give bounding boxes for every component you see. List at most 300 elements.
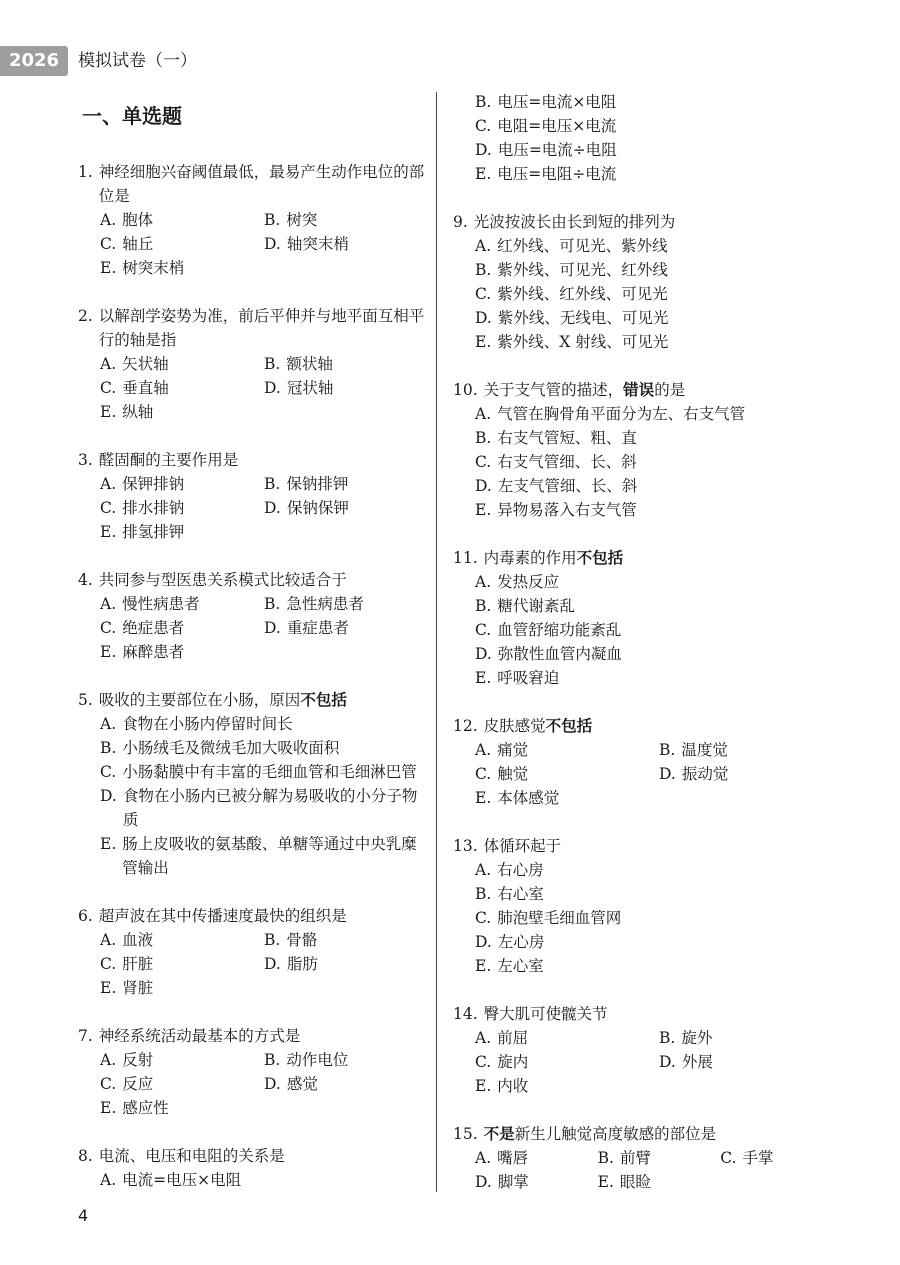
option-text: 保钠排钾: [286, 475, 349, 493]
option-item: [100, 376, 264, 400]
option-item: [100, 256, 428, 280]
option-item: [264, 928, 428, 952]
option-text: 绝症患者: [122, 619, 185, 637]
page-number: 4: [78, 1206, 89, 1225]
option-label: C.: [100, 499, 117, 517]
option-item: [475, 330, 843, 354]
option-label: A.: [100, 595, 117, 613]
option-item: [659, 738, 843, 762]
option-label: C.: [475, 765, 492, 783]
option-text: 电流=电压×电阻: [122, 1171, 242, 1189]
question-item: [453, 834, 843, 978]
options-list: [100, 352, 428, 424]
option-label: D.: [264, 235, 281, 253]
question-stem: [453, 834, 843, 858]
option-label: E.: [100, 643, 117, 661]
question-number: 1.: [78, 163, 93, 181]
option-item: [475, 786, 843, 810]
option-text: 右支气管细、长、斜: [497, 453, 637, 471]
question-item: [78, 160, 428, 280]
option-item: [475, 858, 843, 882]
option-item: [598, 1170, 721, 1194]
option-item: [264, 208, 428, 232]
option-item: [100, 976, 428, 1000]
option-label: D.: [475, 1173, 492, 1191]
option-text: 脚掌: [497, 1173, 529, 1191]
option-label: A.: [475, 405, 492, 423]
question-stem: [78, 688, 428, 712]
option-text: 食物在小肠内已被分解为易吸收的小分子物质: [122, 787, 418, 829]
option-text: 电压=电阻÷电流: [497, 165, 617, 183]
option-label: B.: [264, 475, 281, 493]
option-label: B.: [659, 1029, 676, 1047]
option-item: [475, 618, 843, 642]
option-item: [598, 1146, 721, 1170]
option-text: 右支气管短、粗、直: [497, 429, 637, 447]
options-list: [475, 234, 843, 354]
option-text: 纵轴: [122, 403, 154, 421]
option-label: E.: [475, 1077, 492, 1095]
option-text: 手掌: [742, 1149, 774, 1167]
option-text: 前臂: [619, 1149, 651, 1167]
question-item: [78, 688, 428, 880]
option-text: 麻醉患者: [122, 643, 185, 661]
option-label: A.: [475, 1149, 492, 1167]
options-list: [475, 570, 843, 690]
option-text: 温度觉: [681, 741, 728, 759]
emphasis-text: 不包括: [300, 691, 347, 709]
question-text: 内毒素的作用不包括: [483, 549, 624, 567]
option-item: [475, 498, 843, 522]
option-text: 痛觉: [497, 741, 529, 759]
option-item: [100, 616, 264, 640]
option-text: 呼吸窘迫: [497, 669, 560, 687]
option-text: 慢性病患者: [122, 595, 200, 613]
option-label: A.: [475, 861, 492, 879]
options-list: [475, 738, 843, 810]
option-text: 树突末梢: [122, 259, 185, 277]
option-text: 眼睑: [619, 1173, 651, 1191]
option-text: 紫外线、X 射线、可见光: [497, 333, 669, 351]
option-item: [100, 832, 428, 880]
question-stem: [453, 714, 843, 738]
option-item: [475, 1170, 598, 1194]
option-text: 内收: [497, 1077, 529, 1095]
option-label: B.: [475, 885, 492, 903]
option-item: [475, 426, 843, 450]
option-item: [264, 352, 428, 376]
option-text: 排氢排钾: [122, 523, 185, 541]
options-list: [475, 402, 843, 522]
option-item: [264, 472, 428, 496]
option-label: C.: [475, 453, 492, 471]
option-text: 肺泡壁毛细血管网: [497, 909, 622, 927]
options-list: [475, 858, 843, 978]
options-list: [100, 208, 428, 280]
option-text: 感觉: [286, 1075, 318, 1093]
option-item: [475, 642, 843, 666]
option-item: [475, 234, 843, 258]
option-text: 矢状轴: [122, 355, 169, 373]
options-list: [100, 1048, 428, 1120]
option-item: [475, 1146, 598, 1170]
question-item: [453, 90, 843, 186]
emphasis-text: 错误: [623, 381, 655, 399]
question-stem: [78, 904, 428, 928]
option-label: D.: [264, 379, 281, 397]
option-text: 食物在小肠内停留时间长: [122, 715, 293, 733]
question-number: 14.: [453, 1005, 478, 1023]
question-text: 神经系统活动最基本的方式是: [98, 1027, 301, 1045]
option-text: 轴丘: [122, 235, 154, 253]
option-label: A.: [475, 741, 492, 759]
option-label: C.: [100, 763, 117, 781]
question-text: 关于支气管的描述，错误的是: [483, 381, 686, 399]
option-item: [100, 640, 428, 664]
question-stem: [78, 1144, 428, 1168]
question-stem: [78, 160, 428, 208]
emphasis-text: 不包括: [545, 717, 593, 735]
option-label: E.: [475, 669, 492, 687]
option-text: 肾脏: [122, 979, 154, 997]
question-item: [453, 546, 843, 690]
question-item: [453, 714, 843, 810]
option-item: [475, 738, 659, 762]
option-text: 动作电位: [286, 1051, 349, 1069]
option-label: C.: [100, 955, 117, 973]
option-item: [100, 1072, 264, 1096]
option-label: B.: [264, 595, 281, 613]
option-label: E.: [100, 835, 117, 853]
option-label: E.: [475, 789, 492, 807]
option-item: [264, 616, 428, 640]
option-text: 肠上皮吸收的氨基酸、单糖等通过中央乳糜管输出: [122, 835, 417, 877]
option-text: 小肠黏膜中有丰富的毛细血管和毛细淋巴管: [122, 763, 417, 781]
option-text: 电压=电流×电阻: [497, 93, 617, 111]
option-text: 左心房: [497, 933, 545, 951]
emphasis-text: 不是: [483, 1125, 515, 1143]
question-item: [453, 1122, 843, 1194]
question-stem: [453, 378, 843, 402]
question-text: 共同参与型医患关系模式比较适合于: [98, 571, 347, 589]
option-label: C.: [100, 379, 117, 397]
option-label: B.: [475, 261, 492, 279]
option-label: C.: [100, 1075, 117, 1093]
question-item: [78, 1144, 428, 1192]
option-text: 胞体: [122, 211, 154, 229]
option-item: [100, 760, 428, 784]
question-number: 9.: [453, 213, 468, 231]
question-text: 吸收的主要部位在小肠，原因不包括: [98, 691, 347, 709]
option-item: [100, 520, 428, 544]
option-item: [659, 762, 843, 786]
option-text: 本体感觉: [497, 789, 560, 807]
option-text: 保钾排钠: [122, 475, 185, 493]
option-label: E.: [475, 333, 492, 351]
page-header: [0, 46, 900, 76]
question-number: 7.: [78, 1027, 93, 1045]
option-item: [475, 138, 843, 162]
option-label: C.: [475, 1053, 492, 1071]
option-label: D.: [475, 477, 492, 495]
option-text: 发热反应: [497, 573, 560, 591]
question-number: 11.: [453, 549, 478, 567]
question-stem: [453, 210, 843, 234]
question-stem: [78, 448, 428, 472]
option-text: 树突: [286, 211, 318, 229]
option-label: B.: [100, 739, 117, 757]
question-number: 3.: [78, 451, 93, 469]
options-list: [475, 1146, 843, 1194]
question-item: [453, 210, 843, 354]
option-label: A.: [100, 475, 117, 493]
question-text: 电流、电压和电阻的关系是: [98, 1147, 285, 1165]
option-item: [100, 952, 264, 976]
option-item: [475, 114, 843, 138]
option-label: D.: [659, 765, 676, 783]
question-stem: [78, 304, 428, 352]
option-item: [475, 594, 843, 618]
option-label: D.: [475, 309, 492, 327]
option-label: B.: [264, 211, 281, 229]
option-item: [659, 1026, 843, 1050]
question-stem: [78, 568, 428, 592]
option-text: 触觉: [497, 765, 529, 783]
option-item: [475, 162, 843, 186]
option-label: E.: [475, 501, 492, 519]
question-item: [78, 904, 428, 1000]
question-item: [78, 568, 428, 664]
question-number: 13.: [453, 837, 478, 855]
option-item: [264, 952, 428, 976]
option-text: 外展: [681, 1053, 713, 1071]
option-text: 脂肪: [286, 955, 318, 973]
option-item: [475, 402, 843, 426]
question-text: 皮肤感觉不包括: [483, 717, 593, 735]
option-item: [100, 232, 264, 256]
question-number: 6.: [78, 907, 93, 925]
option-item: [100, 1048, 264, 1072]
question-text: 体循环起于: [483, 837, 562, 855]
question-text: 超声波在其中传播速度最快的组织是: [98, 907, 347, 925]
option-text: 小肠绒毛及微绒毛加大吸收面积: [122, 739, 340, 757]
option-label: B.: [264, 355, 281, 373]
question-text: 神经细胞兴奋阈值最低，最易产生动作电位的部位是: [98, 163, 425, 205]
option-text: 轴突末梢: [286, 235, 349, 253]
option-item: [264, 376, 428, 400]
option-item: [475, 1050, 659, 1074]
option-label: A.: [100, 211, 117, 229]
option-label: A.: [100, 1051, 117, 1069]
option-item: [100, 736, 428, 760]
options-list: [475, 1026, 843, 1098]
question-text: 光波按波长由长到短的排列为: [473, 213, 676, 231]
column-divider: [436, 92, 437, 1192]
option-label: B.: [659, 741, 676, 759]
option-item: [100, 784, 428, 832]
option-text: 骨骼: [286, 931, 318, 949]
option-text: 反应: [122, 1075, 154, 1093]
question-stem: [453, 1122, 843, 1146]
option-item: [475, 450, 843, 474]
option-label: D.: [264, 955, 281, 973]
question-item: [78, 448, 428, 544]
option-text: 血液: [122, 931, 154, 949]
option-label: E.: [100, 523, 117, 541]
option-label: C.: [100, 235, 117, 253]
option-item: [475, 906, 843, 930]
question-text: 醛固酮的主要作用是: [98, 451, 239, 469]
option-label: B.: [264, 931, 281, 949]
option-text: 感应性: [122, 1099, 169, 1117]
question-text: 臀大肌可使髋关节: [483, 1005, 608, 1023]
option-label: E.: [475, 165, 492, 183]
option-text: 重症患者: [286, 619, 349, 637]
option-label: C.: [475, 621, 492, 639]
option-text: 保钠保钾: [286, 499, 349, 517]
option-item: [475, 666, 843, 690]
option-label: C.: [475, 285, 492, 303]
option-text: 额状轴: [286, 355, 333, 373]
option-label: D.: [100, 787, 117, 805]
option-text: 振动觉: [681, 765, 729, 783]
question-number: 15.: [453, 1125, 478, 1143]
question-item: [78, 304, 428, 424]
option-item: [475, 930, 843, 954]
option-item: [475, 90, 843, 114]
option-text: 血管舒缩功能紊乱: [497, 621, 622, 639]
option-label: A.: [100, 355, 117, 373]
option-item: [475, 954, 843, 978]
option-item: [475, 474, 843, 498]
option-label: E.: [100, 1099, 117, 1117]
option-text: 紫外线、可见光、红外线: [497, 261, 668, 279]
option-label: E.: [475, 957, 492, 975]
option-label: C.: [720, 1149, 737, 1167]
question-item: [453, 378, 843, 522]
option-label: D.: [475, 933, 492, 951]
header-title: 模拟试卷（一）: [78, 51, 197, 71]
question-number: 10.: [453, 381, 478, 399]
option-label: E.: [100, 259, 117, 277]
option-text: 旋内: [497, 1053, 529, 1071]
option-item: [100, 400, 428, 424]
option-text: 前屈: [497, 1029, 529, 1047]
option-label: D.: [475, 141, 492, 159]
option-text: 左心室: [497, 957, 544, 975]
options-list: [100, 472, 428, 544]
option-item: [475, 1026, 659, 1050]
question-number: 5.: [78, 691, 93, 709]
question-item: [453, 1002, 843, 1098]
option-item: [100, 496, 264, 520]
question-stem: [78, 1024, 428, 1048]
option-text: 反射: [122, 1051, 154, 1069]
option-text: 红外线、可见光、紫外线: [497, 237, 668, 255]
question-number: 12.: [453, 717, 478, 735]
option-label: A.: [100, 931, 117, 949]
option-label: E.: [100, 979, 117, 997]
option-item: [100, 1096, 428, 1120]
option-label: C.: [100, 619, 117, 637]
option-text: 旋外: [681, 1029, 713, 1047]
option-text: 冠状轴: [286, 379, 334, 397]
options-list: [100, 712, 428, 880]
option-text: 电压=电流÷电阻: [497, 141, 617, 159]
option-item: [475, 762, 659, 786]
right-column: [453, 90, 843, 1194]
question-number: 8.: [78, 1147, 93, 1165]
option-item: [475, 258, 843, 282]
question-number: 2.: [78, 307, 93, 325]
year-badge: 2026: [0, 46, 68, 76]
option-text: 右心房: [497, 861, 544, 879]
option-label: B.: [597, 1149, 614, 1167]
option-text: 气管在胸骨角平面分为左、右支气管: [497, 405, 746, 423]
option-label: A.: [475, 1029, 492, 1047]
option-label: D.: [264, 1075, 281, 1093]
option-text: 嘴唇: [497, 1149, 529, 1167]
option-item: [659, 1050, 843, 1074]
option-item: [264, 496, 428, 520]
question-number: 4.: [78, 571, 93, 589]
option-item: [264, 592, 428, 616]
option-item: [475, 1074, 843, 1098]
option-text: 急性病患者: [286, 595, 364, 613]
question-stem: [453, 546, 843, 570]
option-label: A.: [100, 715, 117, 733]
option-label: E.: [100, 403, 117, 421]
option-item: [475, 570, 843, 594]
option-text: 右心室: [497, 885, 544, 903]
option-item: [720, 1146, 843, 1170]
option-text: 左支气管细、长、斜: [497, 477, 638, 495]
option-label: C.: [475, 117, 492, 135]
option-label: E.: [597, 1173, 614, 1191]
options-list: [475, 90, 843, 186]
option-item: [264, 232, 428, 256]
option-item: [264, 1048, 428, 1072]
option-label: D.: [475, 645, 492, 663]
option-label: B.: [475, 597, 492, 615]
option-text: 弥散性血管内凝血: [497, 645, 622, 663]
option-item: [100, 928, 264, 952]
option-label: D.: [659, 1053, 676, 1071]
left-column: [78, 160, 428, 1192]
option-item: [475, 306, 843, 330]
option-item: [100, 352, 264, 376]
options-list: [100, 592, 428, 664]
option-label: D.: [264, 499, 281, 517]
question-text: 不是新生儿触觉高度敏感的部位是: [483, 1125, 717, 1143]
options-list: [100, 928, 428, 1000]
option-text: 紫外线、红外线、可见光: [497, 285, 668, 303]
option-text: 肝脏: [122, 955, 154, 973]
option-item: [475, 882, 843, 906]
option-label: D.: [264, 619, 281, 637]
option-text: 垂直轴: [122, 379, 169, 397]
option-label: A.: [475, 573, 492, 591]
option-item: [100, 208, 264, 232]
option-label: C.: [475, 909, 492, 927]
option-label: A.: [475, 237, 492, 255]
question-text: 以解剖学姿势为准，前后平伸并与地平面互相平行的轴是指: [98, 307, 425, 349]
option-item: [100, 1168, 428, 1192]
option-text: 电阻=电压×电流: [497, 117, 617, 135]
option-label: B.: [475, 93, 492, 111]
option-text: 紫外线、无线电、可见光: [497, 309, 669, 327]
question-stem: [453, 1002, 843, 1026]
